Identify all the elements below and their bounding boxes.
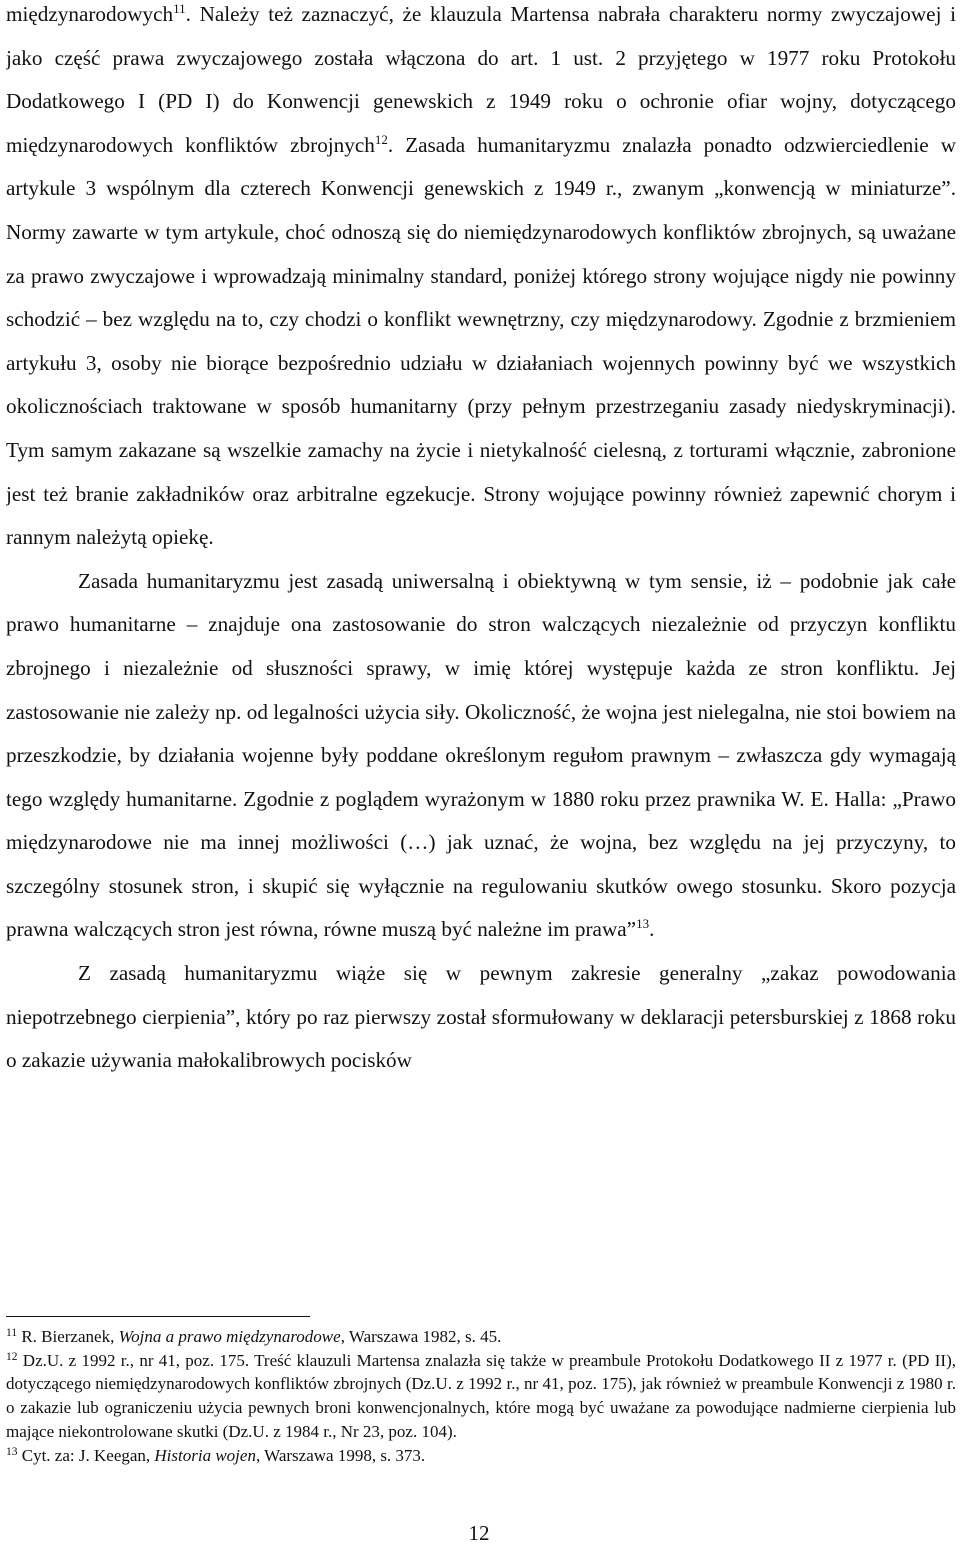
paragraph-1-text-a: międzynarodowych [6,2,174,26]
footnote-12-number: 12 [6,1350,18,1363]
footnote-11-text-b: , Warszawa 1982, s. 45. [340,1327,502,1346]
paragraph-2-text-a: Zasada humanitaryzmu jest zasadą uniwersalną i obiektywną w tym sensie, iż – podobnie jak całe prawo humanitarne – znajduje ona zastosowanie do stron walczących niezależnie od przyczyn konfliktu zbrojnego i niezależnie od słuszności sprawy, w imię której występuje każda ze stron konfliktu. Jej zastosowanie nie zależy np. od legalności użycia siły. Okoliczność, że wojna jest nielegalna, nie stoi bowiem na przeszkodzie, by działania wojenne były poddane określonym regułom prawnym – zwłaszcza gdy wymagają tego względy humanitarne. Zgodnie z poglądem wyrażonym w 1880 roku przez prawnika W. E. Halla: „Prawo międzynarodowe nie ma innej możliwości (…) jak uznać, że wojna, bez względu na jej przyczyny, to szczególny stosunek stron, i skupić się wyłącznie na regulowaniu skutków owego stosunku. Skoro pozycja prawna walczących stron jest równa, równe muszą być należne im prawa” [6,568,956,942]
page-number: 12 [468,1521,490,1545]
footnote-13-title: Historia wojen [154,1445,256,1465]
paragraph-3 [6,952,956,1083]
paragraph-1 [6,0,956,560]
paragraph-1-text-c: . Zasada humanitaryzmu znalazła ponadto odzwierciedlenie w artykule 3 wspólnym dla czterech Konwencji genewskich z 1949 r., zwanym „konwencją w miniaturze”. Normy zawarte w tym artykule, choć odnoszą się do niemiędzynarodowych konfliktów zbrojnych, są uważane za prawo zwyczajowe i wprowadzają minimalny standard, poniżej którego strony wojujące nigdy nie powinny schodzić – bez względu na to, czy chodzi o konflikt wewnętrzny, czy międzynarodowy. Zgodnie z brzmieniem artykułu 3, osoby nie biorące bezpośrednio udziału w działaniach wojennych powinny być we wszystkich okolicznościach traktowane w sposób humanitarny (przy pełnym przestrzeganiu zasady niedyskryminacji). Tym samym zakazane są wszelkie zamachy na życie i nietykalność cielesną, z torturami włącznie, zabronione jest też branie zakładników oraz arbitralne egzekucje. Strony wojujące powinny również zapewnić chorym i rannym należytą opiekę. [6,132,956,550]
paragraph-2 [6,560,956,952]
footnote-13-text-a: Cyt. za: J. Keegan, [17,1445,155,1465]
footnote-12-text: Dz.U. z 1992 r., nr 41, poz. 175. Treść klauzuli Martensa znalazła się także w preambule Protokołu Dodatkowego II z 1977 r. (PD II), dotyczącego niemiędzynarodowych konfliktów zbrojnych (Dz.U. z 1992 r., nr 41, poz. 175), jak również w preambule Konwencji z 1980 r. o zakazie lub ograniczeniu użycia pewnych broni konwencjonalnych, które mogą być uważane za powodujące nadmierne cierpienia lub mające niekontrolowane skutki (Dz.U. z 1984 r., Nr 23, poz. 104). [6,1350,956,1441]
footnote-11-number: 11 [6,1327,18,1339]
footnote-ref-12: 12 [374,131,388,147]
footnote-ref-13: 13 [636,916,650,932]
footnotes [6,1325,956,1467]
document-page [6,0,956,1557]
paragraph-2-text-b: . [649,917,655,942]
footnote-12 [6,1349,956,1444]
footnote-11-title: Wojna a prawo międzynarodowe [118,1327,341,1346]
paragraph-3-text: Z zasadą humanitaryzmu wiąże się w pewnym zakresie generalny „zakaz powodowania niepotrzebnego cierpienia”, który po raz pierwszy został sformułowany w deklaracji petersburskiej z 1868 roku o zakazie używania małokalibrowych pocisków [6,961,956,1073]
paragraph-1-text-b: . Należy też zaznaczyć, że klauzula Martensa nabrała charakteru normy zwyczajowej i jako część prawa zwyczajowego została włączona do art. 1 ust. 2 przyjętego w 1977 roku Protokołu Dodatkowego I (PD I) do Konwencji genewskich z 1949 roku o ochronie ofiar wojny, dotyczącego międzynarodowych konfliktów zbrojnych [6,2,956,157]
footnote-13-text-b: , Warszawa 1998, s. 373. [255,1445,426,1465]
footnote-11 [6,1325,956,1349]
footnote-ref-11: 11 [173,1,186,16]
footnote-separator [6,1316,310,1317]
footnote-11-text-a: R. Bierzanek, [17,1327,119,1346]
footnote-13-number: 13 [6,1445,18,1458]
main-text [6,0,956,1083]
footnote-13 [6,1444,956,1468]
